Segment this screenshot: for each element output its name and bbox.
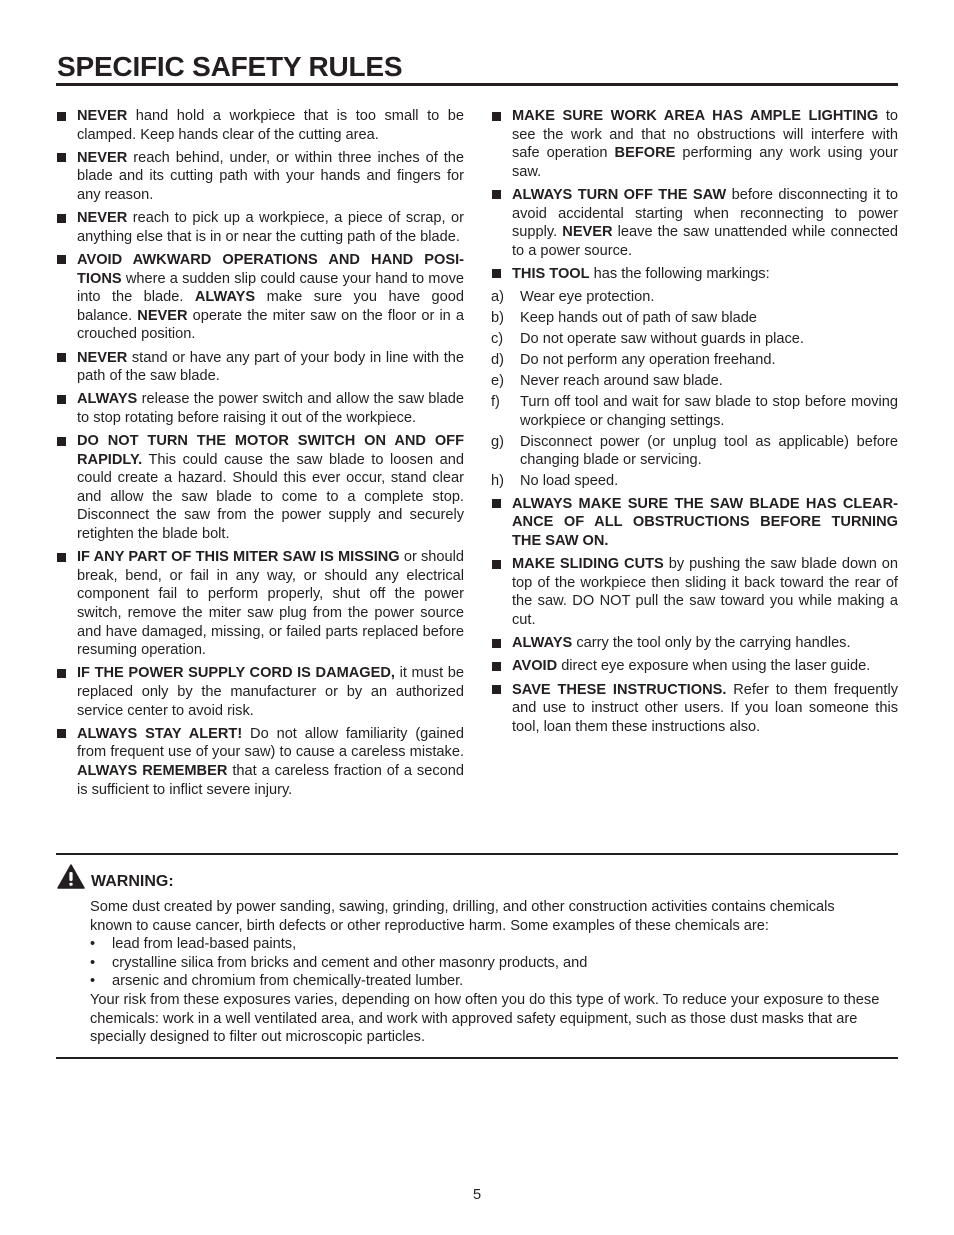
right-rules-bottom — [491, 495, 898, 737]
warning-bullet-text: crystalline silica from bricks and cement and other masonry products, and — [112, 954, 588, 971]
rule-emphasis: NEVER — [77, 108, 128, 124]
right-rules-top — [491, 107, 898, 284]
rule-item — [491, 495, 898, 551]
rule-emphasis: ALWAYS TURN OFF THE SAW — [512, 186, 727, 203]
square-bullet-icon — [57, 153, 66, 162]
rule-emphasis: AVOID — [512, 658, 558, 675]
marking-text: No load speed. — [520, 473, 619, 490]
rule-item — [491, 265, 898, 284]
rule-item — [56, 548, 464, 660]
bullet-dot-icon: • — [90, 936, 96, 953]
rule-item — [56, 664, 464, 720]
rule-emphasis: NEVER — [77, 149, 128, 166]
bullet-dot-icon: • — [90, 973, 96, 990]
marking-text: Do not perform any operation freehand. — [520, 352, 776, 369]
rule-text: performing any work using your saw. — [512, 145, 898, 180]
square-bullet-icon — [492, 499, 501, 508]
rule-item — [491, 634, 898, 653]
rule-item — [56, 107, 464, 144]
rule-text: Refer to them frequently and use to instruct other users. If you loan someone this tool, loan them these instructions also. — [512, 681, 898, 735]
rule-emphasis: IF THE POWER SUPPLY CORD IS DAMAGED, — [77, 665, 395, 682]
rule-emphasis: MAKE SURE WORK AREA HAS AMPLE LIGHTING — [512, 108, 879, 124]
warning-bullet-item — [90, 954, 880, 973]
rule-emphasis: NEVER — [77, 349, 128, 366]
marking-item — [491, 330, 898, 349]
right-column — [491, 107, 898, 741]
marking-item — [491, 433, 898, 470]
marking-text: Turn off tool and wait for saw blade to stop before moving workpiece or changing settings. — [520, 394, 898, 429]
rule-emphasis: ALWAYS — [512, 635, 573, 652]
marking-letter: d) — [491, 352, 504, 369]
rule-emphasis: ALWAYS — [194, 289, 256, 306]
warning-bottom-rule — [56, 1057, 898, 1059]
marking-item — [491, 393, 898, 430]
marking-letter: e) — [491, 373, 504, 390]
rule-emphasis: AVOID AWKWARD OPERATIONS AND HAND POSI-TIONS — [77, 251, 464, 287]
rule-item — [491, 107, 898, 181]
warning-bullet-item — [90, 935, 880, 954]
marking-letter: a) — [491, 289, 504, 306]
square-bullet-icon — [492, 112, 501, 121]
square-bullet-icon — [57, 729, 66, 738]
rule-item — [56, 209, 464, 246]
rule-text: reach behind, under, or within three inches of the blade and its cutting path with your hands and fingers for any reason. — [77, 149, 464, 203]
square-bullet-icon — [492, 190, 501, 199]
markings-list — [491, 288, 898, 491]
marking-letter: f) — [491, 394, 500, 411]
rule-emphasis: NEVER — [77, 210, 128, 227]
square-bullet-icon — [57, 214, 66, 223]
marking-item — [491, 472, 898, 491]
square-bullet-icon — [492, 269, 501, 278]
rule-text: or should break, bend, or fail in any way, or should any electrical component fail to perform properly, shut off the power switch, remove the miter saw plug from the power source and have damaged, missing, or failed parts replaced before resuming operation. — [77, 549, 465, 659]
rule-text: by pushing the saw blade down on top of the workpiece then sliding it back toward the rear of the saw. DO NOT pull the saw toward you while making a cut. — [512, 556, 898, 628]
rule-item — [56, 725, 464, 799]
rule-emphasis: ALWAYS — [77, 391, 138, 408]
rule-text: stand or have any part of your body in line with the path of the saw blade. — [77, 349, 464, 385]
warning-bullet-text: arsenic and chromium from chemically-treated lumber. — [112, 973, 464, 990]
rule-item — [56, 149, 464, 205]
rule-text: release the power switch and allow the saw blade to stop rotating before raising it out of the workpiece. — [77, 391, 464, 426]
marking-letter: b) — [491, 310, 504, 327]
marking-text: Wear eye protection. — [520, 289, 655, 306]
marking-item — [491, 372, 898, 391]
square-bullet-icon — [57, 437, 66, 446]
marking-item — [491, 288, 898, 307]
rule-emphasis: IF ANY PART OF THIS MITER SAW IS MISSING — [77, 549, 400, 566]
rule-emphasis: ALWAYS REMEMBER — [77, 762, 228, 779]
rule-item — [56, 349, 464, 386]
page-title: SPECIFIC SAFETY RULES — [57, 51, 403, 82]
page-number: 5 — [472, 1187, 482, 1203]
rule-text: that a careless fraction of a second is sufficient to inflict severe injury. — [77, 762, 464, 798]
rule-text: Do not allow familiarity (gained from frequent use of your saw) to cause a careless mistake. — [77, 725, 465, 761]
square-bullet-icon — [57, 255, 66, 264]
rule-emphasis: ALWAYS MAKE SURE THE SAW BLADE HAS CLEAR-ANCE OF ALL OBSTRUCTIONS BEFORE TURNING THE SAW ON. — [512, 495, 898, 549]
title-rule — [56, 83, 898, 86]
square-bullet-icon — [57, 669, 66, 678]
rule-text: make sure you have good balance. — [77, 289, 464, 324]
square-bullet-icon — [492, 662, 501, 671]
rule-emphasis: DO NOT TURN THE MOTOR SWITCH ON AND OFF RAPIDLY. — [77, 433, 464, 468]
square-bullet-icon — [492, 685, 501, 694]
rule-item — [491, 555, 898, 629]
rule-item — [491, 681, 898, 737]
rule-text: operate the miter saw on the floor or in a crouched position. — [77, 307, 465, 343]
marking-letter: h) — [491, 473, 504, 490]
square-bullet-icon — [492, 639, 501, 648]
rule-text: This could cause the saw blade to loosen and could create a hazard. Should this ever occur, stand clear and allow the saw blade to come to a complete stop. Disconnect the saw from the power supply and securely retighten the blade bolt. — [77, 451, 464, 543]
rule-emphasis: SAVE THESE INSTRUCTIONS. — [512, 681, 727, 698]
marking-letter: c) — [491, 331, 504, 348]
warning-intro: Some dust created by power sanding, sawing, grinding, drilling, and other construction activities contains chemicals known to cause cancer, birth defects or other reproductive harm. Some examples of these chemicals are: — [90, 899, 835, 934]
rule-text: reach to pick up a workpiece, a piece of scrap, or anything else that is in or near the cutting path of the blade. — [77, 210, 464, 245]
marking-text: Never reach around saw blade. — [520, 373, 723, 390]
marking-letter: g) — [491, 433, 504, 450]
rule-text: has the following markings: — [589, 265, 770, 282]
warning-outro: Your risk from these exposures varies, depending on how often you do this type of work. To reduce your exposure to these chemicals: work in a well ventilated area, and work with approved safety equipment, such as those dust masks that are specially designed to filter out microscopic particles. — [90, 991, 880, 1046]
rule-item — [491, 186, 898, 260]
rule-item — [56, 432, 464, 544]
square-bullet-icon — [57, 353, 66, 362]
square-bullet-icon — [492, 560, 501, 569]
rule-text: carry the tool only by the carrying handles. — [572, 635, 851, 652]
warning-bullet-list — [90, 935, 880, 991]
left-column — [56, 107, 464, 804]
bullet-dot-icon: • — [90, 954, 96, 971]
rule-emphasis: NEVER — [562, 224, 613, 241]
square-bullet-icon — [57, 112, 66, 121]
warning-body — [90, 898, 880, 1047]
rule-text: before disconnecting it to avoid accidental starting when reconnecting to power supply. — [512, 186, 898, 241]
warning-bullet-text: lead from lead-based paints, — [112, 936, 297, 953]
marking-text: Do not operate saw without guards in place. — [520, 331, 804, 348]
marking-text: Disconnect power (or unplug tool as applicable) before changing blade or servicing. — [520, 433, 898, 469]
rule-text: to see the work and that no obstructions will interfere with safe operation — [512, 108, 898, 162]
warning-triangle-icon — [57, 864, 85, 889]
square-bullet-icon — [57, 395, 66, 404]
rule-text: leave the saw unattended while connected to a power source. — [512, 224, 898, 259]
warning-bullet-item — [90, 972, 880, 991]
rule-emphasis: BEFORE — [614, 145, 676, 162]
marking-text: Keep hands out of path of saw blade — [520, 310, 757, 327]
marking-item — [491, 351, 898, 370]
rule-item — [56, 251, 464, 344]
square-bullet-icon — [57, 553, 66, 562]
rule-text: hand hold a workpiece that is too small to be clamped. Keep hands clear of the cutting area. — [77, 108, 464, 143]
marking-item — [491, 309, 898, 328]
warning-top-rule — [56, 853, 898, 855]
rule-item — [491, 657, 898, 676]
rule-item — [56, 390, 464, 427]
rule-emphasis: NEVER — [137, 307, 188, 324]
rule-emphasis: MAKE SLIDING CUTS — [512, 556, 664, 573]
rule-emphasis: ALWAYS STAY ALERT! — [77, 725, 243, 742]
rule-text: where a sudden slip could cause your hand to move into the blade. — [77, 270, 464, 306]
rule-text: it must be replaced only by the manufacturer or by an authorized service center to avoid risk. — [77, 665, 464, 719]
rule-text: direct eye exposure when using the laser guide. — [557, 658, 871, 675]
rule-emphasis: THIS TOOL — [512, 265, 590, 282]
warning-heading: WARNING: — [91, 873, 174, 890]
